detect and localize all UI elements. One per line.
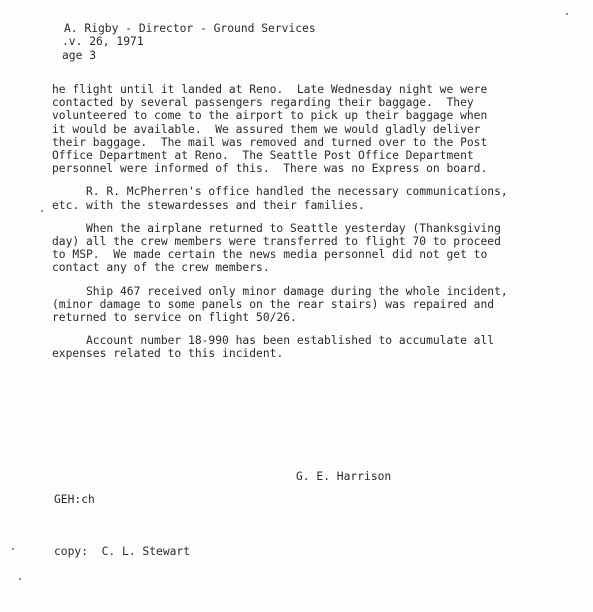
paragraph-line: expenses related to this incident.	[52, 347, 284, 361]
scan-speck	[566, 13, 568, 15]
paragraph-line: Ship 467 received only minor damage during the whole incident,	[86, 284, 508, 298]
date-line: .v. 26, 1971	[62, 35, 144, 49]
typist-initials: GEH:ch	[54, 493, 95, 506]
scan-speck	[12, 548, 14, 550]
paragraph-line: returned to service on flight 50/26.	[52, 311, 297, 325]
paragraph-line: it would be available. We assured them we would gladly deliver	[52, 122, 481, 136]
scan-speck	[41, 210, 43, 212]
paragraph-line: Account number 18-990 has been established to accumulate all	[86, 334, 495, 348]
memo-paragraph	[52, 334, 562, 360]
paragraph-line: their baggage. The mail was removed and turned over to the Post	[52, 135, 488, 149]
memo-paragraph	[52, 83, 562, 175]
paragraph-line: volunteered to come to the airport to pick up their baggage when	[52, 109, 488, 123]
memo-paragraph	[52, 285, 562, 325]
paragraph-line: day) all the crew members were transferred to flight 70 to proceed	[52, 235, 501, 249]
paragraph-line: R. R. McPherren's office handled the necessary communications,	[86, 185, 508, 199]
paragraph-line: etc. with the stewardesses and their families.	[52, 198, 365, 212]
paragraph-line: personnel were informed of this. There was no Express on board.	[52, 162, 488, 176]
paragraph-line: to MSP. We made certain the news media personnel did not get to	[52, 248, 488, 262]
memo-header	[62, 22, 392, 62]
paragraph-line: contacted by several passengers regarding their baggage. They	[52, 96, 474, 110]
page-number-line: age 3	[62, 48, 97, 62]
memo-paragraph	[52, 185, 562, 211]
memo-body	[52, 83, 562, 371]
paragraph-line: he flight until it landed at Reno. Late Wednesday night we were	[52, 83, 488, 96]
paragraph-line: When the airplane returned to Seattle yesterday (Thanksgiving	[86, 221, 501, 235]
paragraph-line: (minor damage to some panels on the rear stairs) was repaired and	[52, 297, 495, 311]
copy-recipient-line: copy: C. L. Stewart	[54, 545, 191, 558]
paragraph-line: contact any of the crew members.	[52, 261, 270, 275]
scan-speck	[19, 578, 21, 580]
memo-paragraph	[52, 222, 562, 275]
signature-name: G. E. Harrison	[296, 470, 392, 483]
paragraph-line: Office Department at Reno. The Seattle Post Office Department	[52, 149, 474, 163]
to-line: A. Rigby - Director - Ground Services	[64, 22, 316, 35]
